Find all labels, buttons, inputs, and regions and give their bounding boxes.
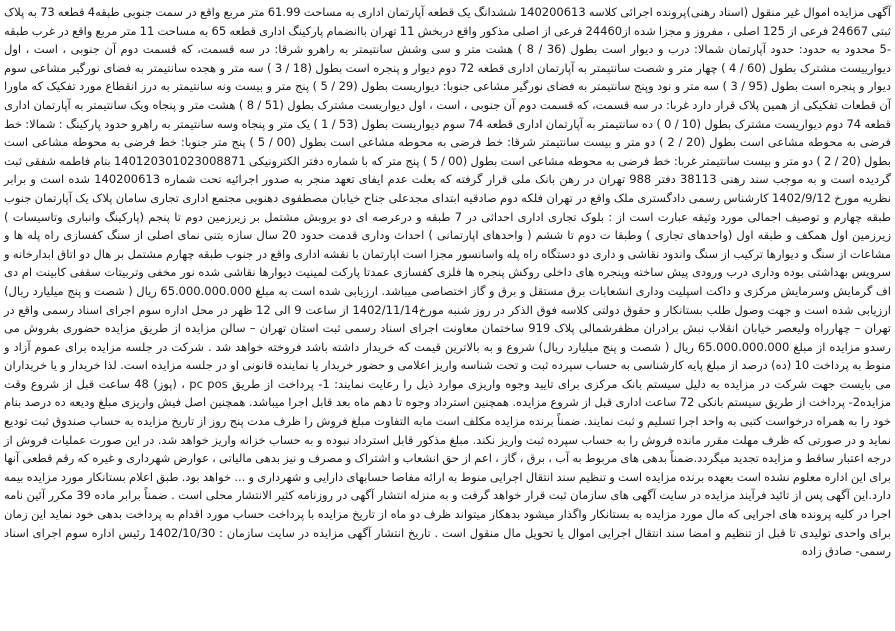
- auction-notice-text: آگهی مزایده اموال غیر منقول (اسناد رهنی)پرونده اجرائی کلاسه 140200613 ششدانگ یک قطعه آپارتمان اداری به مساحت 61.99 متر مربع واقع در سمت جنوبی طبقه4 قطعه 73 به پلاک ثبتی 24667 فرعی از 125 اصلی ، مفروز و مجزا شده از24460 فرعی از اصلی مذکور واقع دربخش 11 تهران باانضمام پارکینگ اداری قطعه 65 به مساحت 11 متر مربع واقع در غرب طبقه -5 محدود به حدود: حدود آپارتمان شمالا: درب و دیوار است بطول (36 / 8 ) هشت متر و سی وشش سانتیمتر به راهرو شرقا: در سه قسمت، که قسمت دوم آن جنوبی ، است ، اول دیوارییست مشترک بطول (60 / 4 ) چهار متر و شصت سانتیمتر به آپارتمان اداری قطعه 72 دوم دیوار و پنجره است بطول (18 / 3 ) سه متر و هجده سانتیمتر به فضای نورگیر مشاعی سوم دیوار و پنجره است بطول (95 / 3 ) سه متر و نود وپنج سانتیمتر به فضای نورگیر مشاعی جنوبا: دیواریست بطول (29 / 5 ) پنج متر و بیست ونه سانتیمتر به درز انقطاع مورد تفکیک که ماورا آن قطعات تفکیکی از همین پلاک قرار دارد غربا: در سه قسمت، که قسمت دوم آن جنوبی ، است ، اول دیواریست مشترک بطول (51 / 8 ) هشت متر و پنجاه ویک سانتیمتر به آپارتمان اداری قطعه 74 دوم دیواریست مشترک بطول (10 / 0 ) ده سانتیمتر به آپارتمان اداری قطعه 74 سوم دیواریست بطول (53 / 1 ) یک متر و پنجاه وسه سانتیمتر به راهرو حدود پارکینگ : شمالا: خط فرضی به محوطه مشاعی است بطول (20 / 2 ) دو متر و بیست سانتیمتر شرقا: خط فرضی به محوطه مشاعی است بطول (00 / 5 ) پنج متر جنوبا: خط فرضی به محوطه مشاعی است بطول (20 / 2 ) دو متر و بیست سانتیمتر غربا: خط فرضی به محوطه مشاعی است بطول (00 / 5 ) پنج متر که با شماره دفتر الکترونیکی 140120301023008871 بنام فاطمه شفقی ثبت گردیده است و به موجب سند رهنی 38113 دفتر 988 تهران در رهن بانک ملی قرار گرفته که بعلت عدم ایفای تعهد منجر به صدور اجرائیه تحت شماره 140200613 شده است و برابر نظریه مورخ 1402/9/12 کارشناس رسمی دادگستری ملک واقع در تهران فلکه دوم صادقیه ابتدای مجدعلی جناح خیابان مصطفوی دهنویی مجتمع اداری تجاری سامان پلاک یک آپارتمان جنوب طبقه چهارم و توصیف اجمالی مورد وثیقه عبارت است از : بلوک تجاری اداری احداثی در 7 طبقه و درعرصه ای دو بروبش مشتمل بر زیرزمین دوم تا پنجم (پارکینگ وانباری وتاسیسات ) زیرزمین اول همکف و طبقه اول (واحدهای تجاری ) وطبقا ت دوم تا ششم ( واحدهای اپارتمانی ) احداث وداری قدمت حدود 20 سال سازه بتنی نمای اصلی از سنگ کفسازی راه پله ها و مشاعات از سنگ و دیوارها ترکیب از سنگ واندود نقاشی و داری دو دستگاه راه پله واسانسور مجزا است اپارتمان با نقشه اداری واقع در جنوب طبقه چهارم مشتمل بر هال دو اتاق ابدارخانه و سرویس بهداشتی بوده وداری درب ورودی پیش ساخته وپنجره های داخلی روکش پنجره ها فلزی کفسازی عمدتا پارکت لمینیت دیوارها نقاشی شده نور مخفی وتربیتات سقفی کابینت ام دی اف گرمایش وسرمایش مرکزی و داکت اسپلیت وداری انشعابات برق مستقل و برق و گاز اختصاصی میباشد. ارزیابی شده است به مبلغ 65.000.000.000 ریال ( شصت و پنج میلیارد ریال) ارزیابی شده است و جهت وصول طلب بستانکار و حقوق دولتی کلاسه فوق الذکر در روز شنبه مورخ1402/11/14 از ساعت 9 الی 12 ظهر در محل اداره سوم اجرای اسناد رسمی واقع در تهران – چهارراه ولیعصر خیابان انقلاب نبش برادران مظفرشمالی پلاک 919 ساختمان معاونت اجرای اسناد رسمی ثبت استان تهران – سالن مزایده از طریق مزایده حضوری بفروش می رسدو مزایده از مبلغ 65.000.000.000 ریال ( شصت و پنج میلیارد ریال) شروع و به بالاترین قیمت که خریدار داشته باشد فروخته خواهد شد . شرکت در جلسه مزایده برای عموم آزاد و منوط به پرداخت 10 (ده) درصد از مبلغ پایه کارشناسی به حساب سپرده ثبت و تحت شناسه واریز اعلامی و حضور خریدار یا نماینده قانونی او در جلسه مزایده است. لذا خریدار و یا خریداران می بایست جهت شرکت در مزایده به دلیل سیستم بانک مرکزی برای تایید وجوه واریزی موارد ذیل را رعایت نمایند: 1- پرداخت از طریق pc pos ، (پوز) 48 ساعت قبل از شروع وقت مزایده2- پرداخت از طریق سیستم بانکی 72 ساعت اداری قبل از شروع مزایده. همچنین استرداد وجوه تا دهم ماه بعد قابل اجرا میباشد. همچنین اصل فیش واریزی مبلغ ودیعه ده درصد بنام خود را به همراه درخواست کتبی به واحد اجرا تسلیم و ثبت نمایند. ضمناً برنده مزایده مکلف است مابه التفاوت مبلغ فروش را ظرف مدت پنج روز از تاریخ مزایده به حساب صندوق ثبت تودیع نماید و در صورتی که ظرف مهلت مقرر مانده فروش را به حساب سپرده ثبت واریز نکند. مبلغ مذکور قابل استرداد نبوده و به حساب خزانه واریز خواهد شد. در این صورت عملیات فروش از درجه اعتبار ساقط و مزایده تجدید میگردد.ضمناً بدهی های مربوط به آب ، برق ، گاز ، اعم از حق انشعاب و اشتراک و مصرف و نیز بدهی مالیاتی ، عوارض شهرداری و غیره که رقم قطعی آنها برای این اداره معلوم نشده است بعهده برنده مزایده است و تنظیم سند انتقال اجرایی منوط به ارائه مفاصا حسابهای دارایی و شهرداری و ... خواهد بود. طبق اعلام بستانکار مورد مزایده بیمه دارد.این آگهی پس از تائید فرآیند مزایده در سایت آگهی های سازمان ثبت قرار خواهد گرفت و به منزله انتشار آگهی در روزنامه کثیر الانتشار محلی است . ضمناً برابر ماده 39 مکرر آئین نامه اجرا در کلیه پرونده های اجرایی که مال مورد مزایده به بستانکار واگذار میشود بدهکار میتواند ظرف دو ماه از تاریخ مزایده با پرداخت حساب مورد اقدام به پرداخت بدهی خود نماید این زمان برای واحدی تولیدی تا قبل از تنظیم و امضا سند انتقال اجرایی اموال یا تحویل مال منقول است . تاریخ انتشار آگهی مزایده در سایت سازمان : 1402/10/30 رئیس اداره سوم اجرای اسناد رسمی- صادق زاده: [4, 5, 892, 559]
